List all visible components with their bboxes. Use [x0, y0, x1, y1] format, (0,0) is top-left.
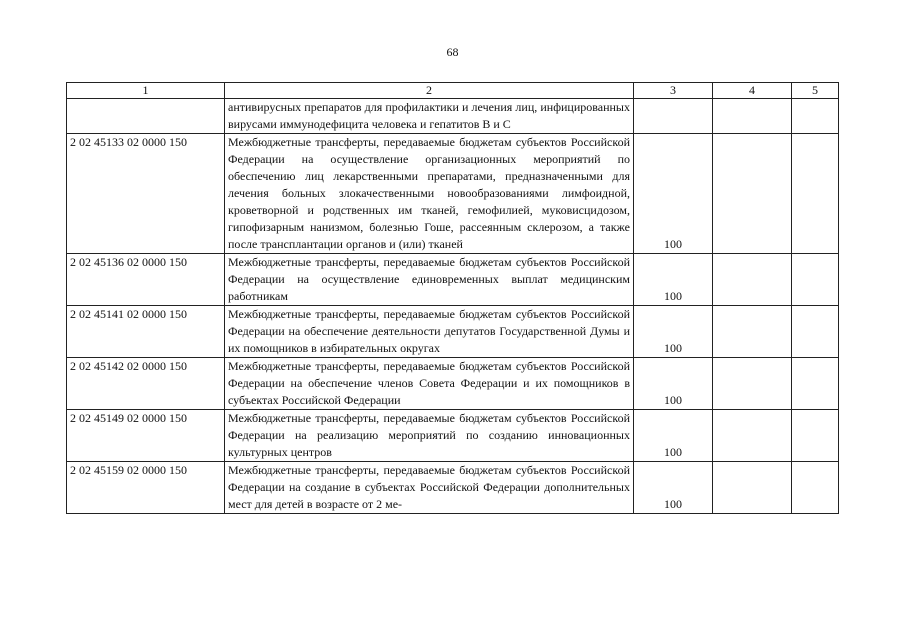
column-4-cell: [713, 134, 792, 254]
norm-cell: 100: [634, 358, 713, 410]
column-header-2: 2: [225, 83, 634, 99]
description-cell: антивирусных препаратов для профилактики и лечения лиц, инфицированных вирусами иммунодефицита человека и гепатитов В и С: [225, 99, 634, 134]
table-row: [67, 134, 839, 254]
budget-code-cell: 2 02 45159 02 0000 150: [67, 462, 225, 514]
budget-code-cell: 2 02 45142 02 0000 150: [67, 358, 225, 410]
description-cell: Межбюджетные трансферты, передаваемые бюджетам субъектов Российской Федерации на обеспечение деятельности депутатов Государственной Думы и их помощников в избирательных округах: [225, 306, 634, 358]
norm-cell: 100: [634, 254, 713, 306]
column-5-cell: [792, 410, 839, 462]
description-cell: Межбюджетные трансферты, передаваемые бюджетам субъектов Российской Федерации на обеспечение членов Совета Федерации и их помощников в субъектах Российской Федерации: [225, 358, 634, 410]
table-row: [67, 410, 839, 462]
norm-cell: 100: [634, 410, 713, 462]
column-4-cell: [713, 462, 792, 514]
column-header-4: 4: [713, 83, 792, 99]
table-header-row: [67, 83, 839, 99]
column-5-cell: [792, 254, 839, 306]
table-row: [67, 99, 839, 134]
column-5-cell: [792, 462, 839, 514]
table-row: [67, 462, 839, 514]
norm-cell: 100: [634, 306, 713, 358]
norm-cell: 100: [634, 134, 713, 254]
column-5-cell: [792, 99, 839, 134]
budget-code-cell: 2 02 45133 02 0000 150: [67, 134, 225, 254]
norm-cell: 100: [634, 462, 713, 514]
table-row: [67, 306, 839, 358]
column-4-cell: [713, 306, 792, 358]
description-cell: Межбюджетные трансферты, передаваемые бюджетам субъектов Российской Федерации на осуществление организационных мероприятий по обеспечению лиц лекарственными препаратами, предназначенными для лечения больных злокачественными новообразованиями лимфоидной, кроветворной и родственных им тканей, гемофилией, муковисцидозом, гипофизарным нанизмом, болезнью Гоше, рассеянным склерозом, а также после трансплантации органов и (или) тканей: [225, 134, 634, 254]
column-5-cell: [792, 134, 839, 254]
description-cell: Межбюджетные трансферты, передаваемые бюджетам субъектов Российской Федерации на осуществление единовременных выплат медицинским работникам: [225, 254, 634, 306]
norm-cell: [634, 99, 713, 134]
column-4-cell: [713, 99, 792, 134]
budget-code-cell: 2 02 45149 02 0000 150: [67, 410, 225, 462]
column-5-cell: [792, 306, 839, 358]
budget-code-cell: 2 02 45136 02 0000 150: [67, 254, 225, 306]
column-4-cell: [713, 358, 792, 410]
column-header-5: 5: [792, 83, 839, 99]
budget-code-cell: 2 02 45141 02 0000 150: [67, 306, 225, 358]
column-5-cell: [792, 358, 839, 410]
budget-code-cell: [67, 99, 225, 134]
column-header-3: 3: [634, 83, 713, 99]
description-cell: Межбюджетные трансферты, передаваемые бюджетам субъектов Российской Федерации на создание в субъектах Российской Федерации дополнительных мест для детей в возрасте от 2 ме-: [225, 462, 634, 514]
column-4-cell: [713, 254, 792, 306]
table-row: [67, 254, 839, 306]
table-row: [67, 358, 839, 410]
column-header-1: 1: [67, 83, 225, 99]
column-4-cell: [713, 410, 792, 462]
description-cell: Межбюджетные трансферты, передаваемые бюджетам субъектов Российской Федерации на реализацию мероприятий по созданию инновационных культурных центров: [225, 410, 634, 462]
page-number: 68: [446, 45, 459, 59]
budget-table: [66, 82, 839, 514]
